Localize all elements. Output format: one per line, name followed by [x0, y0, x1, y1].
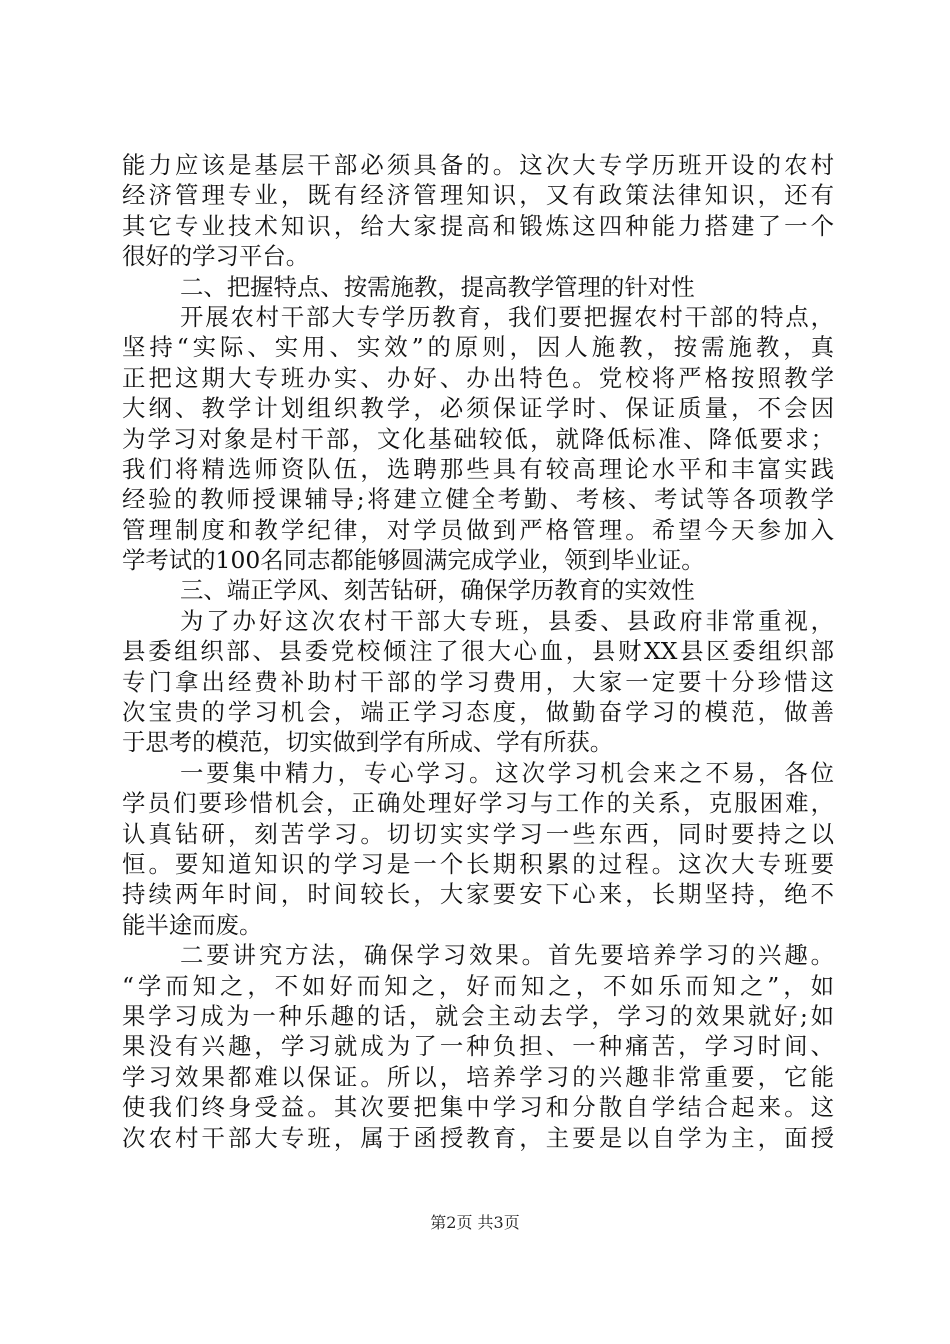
text-line: 次宝贵的学习机会，端正学习态度，做勤奋学习的模范，做善	[122, 698, 834, 727]
text-line: 经济管理专业，既有经济管理知识，又有政策法律知识，还有	[122, 181, 834, 210]
text-line: 次农村干部大专班，属于函授教育，主要是以自学为主，面授	[122, 1123, 834, 1152]
document-body	[122, 150, 834, 1153]
text-line: 于思考的模范，切实做到学有所成、学有所获。	[122, 728, 614, 757]
text-line: 一要集中精力，专心学习。这次学习机会来之不易，各位	[180, 758, 834, 787]
text-line: 管理制度和教学纪律，对学员做到严格管理。希望今天参加入	[122, 515, 834, 544]
text-line: 正把这期大专班办实、办好、办出特色。党校将严格按照教学	[122, 363, 834, 392]
text-line: 县委组织部、县委党校倾注了很大心血，县财XX县区委组织部	[122, 637, 834, 666]
text-line: “学而知之，不如好而知之，好而知之，不如乐而知之”，如	[122, 971, 834, 1000]
text-line: 三、端正学风、刻苦钻研，确保学历教育的实效性	[180, 576, 695, 605]
text-line: 开展农村干部大专学历教育，我们要把握农村干部的特点，	[180, 302, 834, 331]
text-line: 大纲、教学计划组织教学，必须保证学时、保证质量，不会因	[122, 394, 834, 423]
text-line: 坚持“实际、实用、实效”的原则，因人施教，按需施教，真	[122, 333, 834, 362]
text-line: 使我们终身受益。其次要把集中学习和分散自学结合起来。这	[122, 1093, 834, 1122]
text-line: 二要讲究方法，确保学习效果。首先要培养学习的兴趣。	[180, 941, 834, 970]
text-line: 持续两年时间，时间较长，大家要安下心来，长期坚持，绝不	[122, 880, 834, 909]
text-line: 专门拿出经费补助村干部的学习费用，大家一定要十分珍惜这	[122, 667, 834, 696]
text-line: 二、把握特点、按需施教，提高教学管理的针对性	[180, 272, 695, 301]
text-line: 我们将精选师资队伍，选聘那些具有较高理论水平和丰富实践	[122, 454, 834, 483]
text-line: 能半途而废。	[122, 910, 263, 939]
text-line: 其它专业技术知识，给大家提高和锻炼这四种能力搭建了一个	[122, 211, 834, 240]
text-line: 学员们要珍惜机会，正确处理好学习与工作的关系，克服困难，	[122, 789, 834, 818]
text-line: 果没有兴趣，学习就成为了一种负担、一种痛苦，学习时间、	[122, 1032, 834, 1061]
text-line: 为学习对象是村干部，文化基础较低，就降低标准、降低要求；	[122, 424, 834, 453]
text-line: 认真钻研，刻苦学习。切切实实学习一些东西，同时要持之以	[122, 819, 834, 848]
text-line: 学考试的100名同志都能够圆满完成学业，领到毕业证。	[122, 546, 705, 575]
text-line: 经验的教师授课辅导;将建立健全考勤、考核、考试等各项教学	[122, 485, 834, 514]
text-line: 为了办好这次农村干部大专班，县委、县政府非常重视，	[180, 606, 834, 635]
text-line: 很好的学习平台。	[122, 242, 310, 271]
text-line: 恒。要知道知识的学习是一个长期积累的过程。这次大专班要	[122, 849, 834, 878]
text-line: 学习效果都难以保证。所以，培养学习的兴趣非常重要，它能	[122, 1062, 834, 1091]
text-line: 果学习成为一种乐趣的话，就会主动去学，学习的效果就好;如	[122, 1001, 834, 1030]
page-footer: 第2页 共3页	[430, 1213, 520, 1232]
text-line: 能力应该是基层干部必须具备的。这次大专学历班开设的农村	[122, 151, 834, 179]
